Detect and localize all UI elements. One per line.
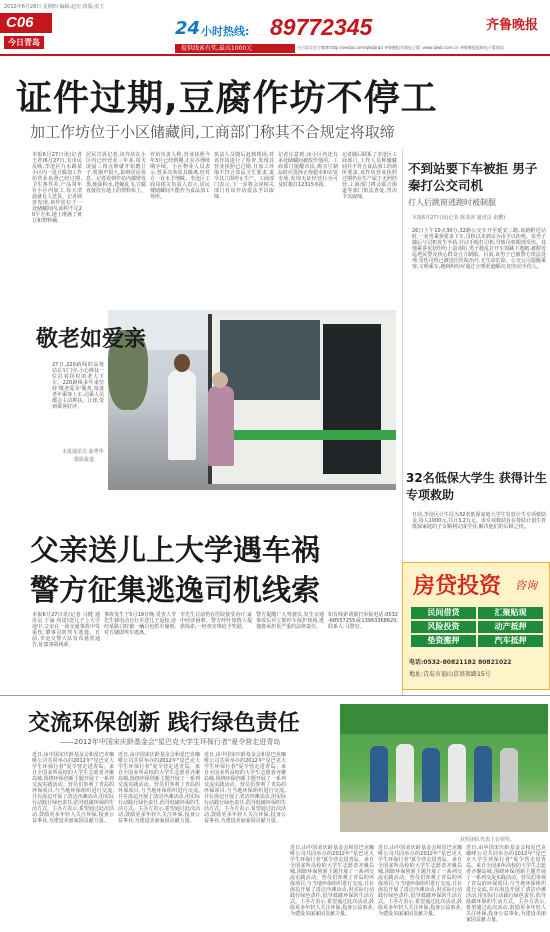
floor (340, 802, 548, 832)
env-body-2: 近日,由中国宋庆龄基金会和星巴克咖啡公司共同举办的2012年"星巴克大学生环保行者"夏令营走进青岛。来自全国多所高校的大学生志愿者齐聚岛城,围绕环保创新主题开展了一系列交流实践活动。营员们参观了青岛的环保项目,与当地环保组织进行交流,并在海边开展了清洁沙滩活动,用实际行动践行绿色责任,倡导低碳环保的生活方式。主办方表示,希望通过此次活动,鼓励更多年轻人关注环保,投身公益事业,为建设美丽家园贡献力量。 (118, 752, 200, 824)
env-body-1: 近日,由中国宋庆龄基金会和星巴克咖啡公司共同举办的2012年"星巴克大学生环保行者"夏令营走进青岛。来自全国多所高校的大学生志愿者齐聚岛城,围绕环保创新主题开展了一系列交流实践活动。营员们参观了青岛的环保项目,与当地环保组织进行交流,并在海边开展了清洁沙滩活动,用实际行动践行绿色责任,倡导低碳环保的生活方式。主办方表示,希望通过此次活动,鼓励更多年轻人关注环保,投身公益事业,为建设美丽家园贡献力量。 (32, 752, 114, 824)
person-1 (370, 746, 388, 802)
section-name: 今日青岛 (4, 36, 44, 49)
hit-run-col-5: 如有线索请拨打举报电话:0532-68557255或13963368620,联系人:马警官。 (328, 612, 398, 630)
hit-run-col-4: 警方提醒广大驾驶员,发生交通事故后应立即停车保护现场,逃逸将承担更严重的法律责任。 (256, 612, 324, 630)
person-driver-head (174, 354, 190, 372)
lead-col-6: 记者随后联系了李沧区工商部门,工作人员称储藏间并不符合食品加工的场所要求,该作坊营业执照过期仍在生产属于无照经营,工商部门将会联合街道等部门依法查处,坚决予以取缔。 (342, 152, 398, 200)
person-3 (422, 748, 440, 802)
ad-item: 风险投资 (411, 621, 476, 633)
award-photo-caption: 获奖团队代表上台领奖。 (460, 837, 516, 843)
lead-col-4: 执法人员随后赶到现场,对该作坊进行了检查,发现其营业执照已过期,且加工环境不符合食品卫生要求,责令其立即停止生产。工商部门表示,下一步将会同相关部门对该作坊依法予以取缔。 (214, 152, 275, 200)
ad-tel (409, 657, 511, 666)
person-elderly (208, 386, 234, 466)
feature-title: 敬老如爱亲 (36, 327, 147, 352)
ad-item: 垫资搬押 (411, 635, 476, 647)
person-2 (396, 744, 414, 802)
person-4 (448, 744, 466, 802)
side-subhead: 打人后跳窗逃跑时被制服 (408, 198, 496, 207)
ad-tel-label: 电话: (409, 659, 424, 666)
bus-photo (108, 310, 396, 490)
ad-grid (411, 607, 543, 647)
lead-col-1: 本报6月27日讯(记者 王者)6月27日,有市民反映,李沧区九水路某小区内一处豆腐加工作坊营业执照已经过期,卫生条件差,产品常年在小区内加工,每天清晨就有人送货。记者调查发现,该作坊位于一处储藏间内,面积不足20平方米,地上堆满了黄豆和塑料桶。 (32, 152, 83, 224)
ad-subtitle: 咨询 (515, 579, 537, 592)
ad-item: 民间借贷 (411, 607, 476, 619)
ad-item: 动产抵押 (478, 621, 543, 633)
bus-stripe (218, 430, 396, 440)
env-subhead: ——2012年中国宋庆龄基金会"星巴克大学生环保行者"夏令营走进青岛 (60, 738, 281, 746)
hit-run-col-3: 李先生目前仍在医院接受治疗,家中经济困难。警方呼吁知情人提供线索,一经查实将给予奖励。 (180, 612, 252, 630)
lead-subhead: 加工作坊位于小区储藏间,工商部门称其不合规定将取缔 (30, 123, 395, 141)
bus-door (323, 324, 381, 474)
hit-run-headline-2: 警方征集逃逸司机线索 (30, 573, 321, 607)
side-headline: 不到站要下车被拒 男子秦打公交司机 (408, 161, 538, 193)
person-elderly-head (212, 372, 228, 388)
hotline-box (175, 14, 415, 44)
hit-run-col-1: 本报6月27日讯(记者 马健 通讯员 于涌 尚雷)送儿子上大学途中,父亲在一场交通事故中受重伤,肇事司机驾车逃逸。日前,李沧交警大队发布悬赏通告,征集事故线索。 (32, 612, 100, 648)
person-driver (168, 370, 196, 460)
lead-col-5: 记者注意到,该小区内还有多处储藏间被改作他用。工商部门提醒市民,购买豆制品时应选择正规超市和农贸市场,发现无证经营行为可及时拨打12315举报。 (278, 152, 339, 188)
section-rule (0, 695, 550, 696)
env-body-5: 近日,由中国宋庆龄基金会和星巴克咖啡公司共同举办的2012年"星巴克大学生环保行者"夏令营走进青岛。来自全国多所高校的大学生志愿者齐聚岛城,围绕环保创新主题开展了一系列交流实践活动。营员们参观了青岛的环保项目,与当地环保组织进行交流,并在海边开展了清洁沙滩活动,用实际行动践行绿色责任,倡导低碳环保的生活方式。主办方表示,希望通过此次活动,鼓励更多年轻人关注环保,投身公益事业,为建设美丽家园贡献力量。 (378, 845, 462, 917)
aid-headline: 32名低保大学生 获得计生专项救助 (406, 471, 547, 502)
ad-addr-label: 地址: (409, 671, 424, 678)
stage-banner (340, 704, 548, 734)
lead-col-3: 作坊负责人称,营业执照今年3月已经到期,正在办理续期手续。小区物业人员表示,曾多次劝说其搬离,但对方一直未予理睬。李沧区工商局相关负责人表示,居民楼储藏间不能作为食品加工场所。 (150, 152, 211, 200)
ad-tel-number: 0532-80821182 80821022 (423, 659, 512, 666)
award-photo (340, 704, 548, 832)
hotline-number: 89772345 (270, 14, 373, 40)
env-headline: 交流环保创新 践行绿色责任 (28, 711, 300, 736)
env-body-6: 近日,由中国宋庆龄基金会和星巴克咖啡公司共同举办的2012年"星巴克大学生环保行者"夏令营走进青岛。来自全国多所高校的大学生志愿者齐聚岛城,围绕环保创新主题开展了一系列交流实践活动。营员们参观了青岛的环保项目,与当地环保组织进行交流,并在海边开展了清洁沙滩活动,用实际行动践行绿色责任,倡导低碳环保的生活方式。主办方表示,希望通过此次活动,鼓励更多年轻人关注环保,投身公益事业,为建设美丽家园贡献力量。 (466, 845, 547, 923)
hotline-tagline: 提供线索有奖,最高1000元 (175, 44, 295, 53)
ad-title: 房贷投资 (413, 574, 502, 599)
header-rule (0, 54, 550, 56)
hit-run-headline-1: 父亲送儿上大学遇车祸 (30, 533, 321, 567)
ad-item: 汇聚贴现 (478, 607, 543, 619)
ad-item: 汽车抵押 (478, 635, 543, 647)
lead-headline: 证件过期,豆腐作坊不停工 (16, 78, 438, 119)
loan-ad (402, 562, 550, 690)
dateline: 2012年6月28日 星期四 编辑:赵宏 组版:张玉 (4, 4, 105, 10)
feature-credit-2: 摄影报道 (74, 457, 95, 463)
hotline-24: 24 (175, 18, 201, 39)
masthead-logo: 齐鲁晚报 (486, 18, 539, 33)
env-body-3: 近日,由中国宋庆龄基金会和星巴克咖啡公司共同举办的2012年"星巴克大学生环保行者"夏令营走进青岛。来自全国多所高校的大学生志愿者齐聚岛城,围绕环保创新主题开展了一系列交流实践活动。营员们参观了青岛的环保项目,与当地环保组织进行交流,并在海边开展了清洁沙滩活动,用实际行动践行绿色责任,倡导低碳环保的生活方式。主办方表示,希望通过此次活动,鼓励更多年轻人关注环保,投身公益事业,为建设美丽家园贡献力量。 (204, 752, 286, 824)
page-number: C06 (0, 13, 52, 33)
bus-window (220, 320, 320, 400)
feature-credit-1: 本报通讯员 曲秀华 (62, 449, 104, 455)
aid-body: 日前,李沧区计生局为32名低保家庭大学生发放计生专项救助金,每人1000元,共计3.2万元。该专项救助旨在帮助计划生育低保家庭的子女顺利完成学业,解决他们的后顾之忧。 (412, 512, 546, 530)
hit-run-col-2: 事故发生于5月19日晚,受害人李先生骑电动自行车送儿子返校,途经某路口时被一辆白色轿车撞倒,对方随即驾车逃离。 (104, 612, 176, 636)
feature-caption: 27日,220路线的高蓉站在车门旁,小心搀扶一位拄着拐杖的老人下车。220路线多年来坚持'敬老爱亲'服务,每逢老年乘客上车,司乘人员都会主动搀扶、让座,受到乘客好评。 (52, 362, 104, 410)
lead-col-2: 居民告诉记者,该作坊在小区内已经营业三年多,每天凌晨三四点钟就开始磨豆子,机器声很大,影响居民休息。记者看到作坊内墙壁发黑,地面积水,苍蝇乱飞,豆腐直接放在地上的塑料布上。 (86, 152, 147, 194)
hotline-label: 小时热线: (201, 25, 250, 38)
ad-addr (409, 669, 491, 678)
env-body-4: 近日,由中国宋庆龄基金会和星巴克咖啡公司共同举办的2012年"星巴克大学生环保行者"夏令营走进青岛。来自全国多所高校的大学生志愿者齐聚岛城,围绕环保创新主题开展了一系列交流实践活动。营员们参观了青岛的环保项目,与当地环保组织进行交流,并在海边开展了清洁沙滩活动,用实际行动践行绿色责任,倡导低碳环保的生活方式。主办方表示,希望通过此次活动,鼓励更多年轻人关注环保,投身公益事业,为建设美丽家园贡献力量。 (290, 845, 374, 917)
side-body: 26日上午10点30分,32路公交车开至延安三路,该路附近站时,一名男乘客要求下车,司机以未到站为由予以拒绝。该男子随后与司机发生争执,并动手殴打司机,导致司机眼部受伤。其他乘客见状纷纷上前劝阻,男子趁乱打开车窗跳下逃跑,被附近巡逻民警及热心群众合力制服。目前,该男子已被警方依法处理,受伤司机已被送往医院治疗,无生命危险。公交公司提醒乘客,文明乘车,遇到纠纷应通过合理渠道解决,切勿动手伤人。 (412, 228, 546, 270)
person-5 (474, 746, 492, 802)
side-byline: 本报6月27日讯(记者 陈龙涛 通讯员 张鹏) (412, 215, 506, 221)
web-line: 今日青岛官方微博:http://weibo.com/qlwbjrqd 齐鲁晚报官网电子版: www.qlwb.com.cn 齐鲁晚报报纸电子版阅读 (297, 45, 504, 50)
ad-addr-text: 青岛市福山京基参路15号 (423, 671, 491, 678)
person-6 (500, 748, 518, 802)
